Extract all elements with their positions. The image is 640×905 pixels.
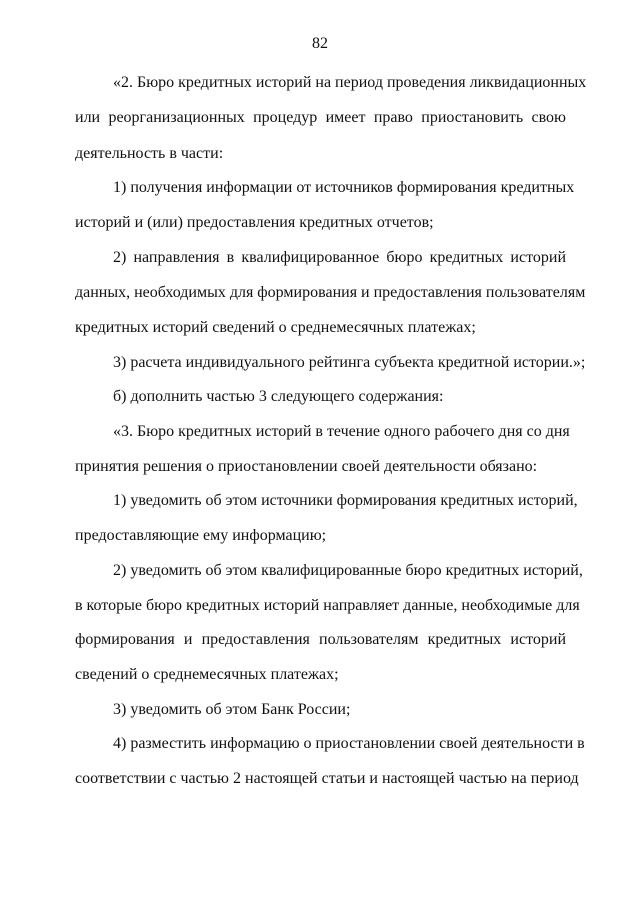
text-line: формирования и предоставления пользователям кредитных историй — [75, 631, 566, 648]
text-line: принятия решения о приостановлении своей деятельности обязано: — [75, 458, 538, 475]
text-line: предоставляющие ему информацию; — [75, 527, 327, 544]
text-line: кредитных историй сведений о среднемесячных платежах; — [75, 319, 476, 336]
text-line: деятельность в части: — [75, 145, 224, 162]
text-line: историй и (или) предоставления кредитных отчетов; — [75, 214, 434, 231]
text-line: в которые бюро кредитных историй направляет данные, необходимые для — [75, 597, 580, 614]
text-line: б) дополнить частью 3 следующего содержания: — [113, 388, 444, 405]
text-line: 2) уведомить об этом квалифицированные бюро кредитных историй, — [113, 562, 583, 579]
text-line: «2. Бюро кредитных историй на период проведения ликвидационных — [113, 74, 587, 91]
text-line: «3. Бюро кредитных историй в течение одного рабочего дня со дня — [113, 423, 570, 440]
text-line: 4) разместить информацию о приостановлении своей деятельности в — [113, 735, 585, 752]
text-line: 1) уведомить об этом источники формирования кредитных историй, — [113, 492, 578, 509]
text-line: 3) расчета индивидуального рейтинга субъекта кредитной истории.»; — [113, 354, 586, 371]
text-line: 3) уведомить об этом Банк России; — [113, 701, 351, 718]
text-line: или реорганизационных процедур имеет право приостановить свою — [75, 109, 566, 126]
text-line: соответствии с частью 2 настоящей статьи и настоящей частью на период — [75, 770, 579, 787]
text-line: 1) получения информации от источников формирования кредитных — [113, 179, 575, 196]
text-line: 2) направления в квалифицированное бюро кредитных историй — [113, 249, 566, 266]
text-line: данных, необходимых для формирования и предоставления пользователям — [75, 284, 586, 301]
page-number: 82 — [312, 35, 328, 52]
text-line: сведений о среднемесячных платежах; — [75, 666, 339, 683]
